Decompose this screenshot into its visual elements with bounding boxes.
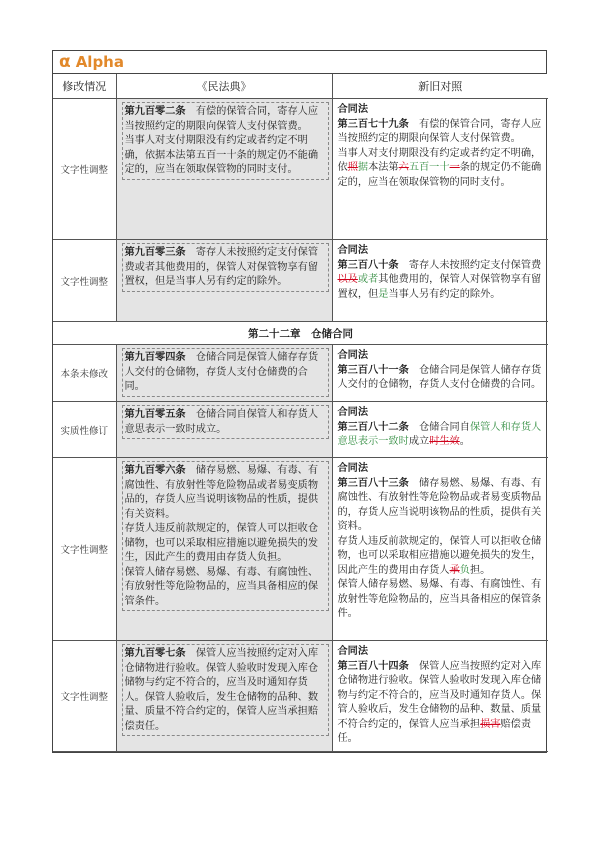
article-box [122, 644, 329, 736]
deleted-text: 承 [449, 564, 460, 576]
article-number: 第三百七十九条 [337, 117, 409, 130]
article-text: 有偿的保管合同，寄存人应当按照约定的期限向保管人支付保管费。 [337, 118, 542, 144]
article-text: 担。 [469, 564, 491, 576]
article-number: 第三百八十一条 [337, 363, 409, 376]
article-number: 第三百八十四条 [337, 659, 409, 672]
table-row [53, 402, 548, 458]
article-number: 第九百零三条 [124, 246, 186, 258]
modification-status: 文字性调整 [53, 99, 116, 240]
article-text: 存货人违反前款规定的，保管人可以拒收仓储物，也可以采取相应措施以避免损失的发生，因此产生的费用由存货人 [337, 535, 542, 576]
table-row [53, 240, 548, 322]
alpha-logo-icon: α [59, 51, 71, 72]
law-name: 合同法 [337, 406, 369, 418]
civil-code-cell [116, 240, 332, 322]
law-name: 合同法 [337, 462, 369, 474]
article-text: 保管人应当按照约定对入库仓储物进行验收。保管人验收时发现入库仓储物与约定不符合的，应当及时通知存货人。保管人验收后，发生仓储物的品种、数量、质量不符合约定的，保管人应当承担 [337, 660, 542, 730]
header-civil-code: 《民法典》 [116, 74, 332, 99]
article-number: 第九百零五条 [124, 408, 186, 420]
article-text: 仓储合同是保管人储存存货人交付的仓储物，存货人支付仓储费的合同。 [124, 352, 319, 392]
article-text: 本法第 [368, 162, 399, 173]
article-box [122, 405, 329, 439]
article-number: 第九百零七条 [124, 647, 186, 659]
added-text: 据 [357, 162, 369, 173]
chapter-row [53, 322, 548, 345]
article-text: 赔偿责任。 [337, 718, 532, 744]
article-box [122, 348, 329, 397]
contract-law-cell [332, 458, 548, 641]
brand-bar [53, 51, 546, 74]
comparison-document [52, 50, 547, 753]
article-box [122, 102, 329, 180]
modification-status: 实质性修订 [53, 402, 116, 458]
header-comparison: 新旧对照 [332, 74, 548, 99]
table-header-row [53, 74, 548, 99]
law-name: 合同法 [337, 349, 369, 361]
law-name: 合同法 [337, 645, 369, 657]
table-row [53, 345, 548, 402]
article-text: 其他费用的，保管人对保管物享有留置权，但 [337, 274, 542, 300]
table-row [53, 458, 548, 641]
article-number: 第九百零六条 [124, 464, 186, 476]
deleted-text: 一 [449, 162, 460, 173]
civil-code-cell [116, 99, 332, 240]
deleted-text: 以及 [337, 274, 358, 285]
header-modification: 修改情况 [53, 74, 116, 99]
chapter-title: 第二十二章 仓储合同 [53, 322, 548, 345]
article-text: 仓储合同自 [419, 421, 470, 433]
deleted-text: 时生效 [429, 436, 460, 447]
civil-code-cell [116, 345, 332, 402]
article-text: 当事人对支付期限没有约定或者约定不明确，依 [337, 147, 542, 173]
article-text: 当事人另有约定的除外。 [388, 288, 501, 300]
modification-status: 文字性调整 [53, 641, 116, 752]
article-text: 储存易燃、易爆、有毒、有腐蚀性、有放射性等危险物品或者易变质物品的，存货人应当说明该物品的性质，提供有关资料。 [124, 465, 319, 520]
deleted-text: 照 [347, 162, 358, 173]
law-name: 合同法 [337, 103, 369, 115]
modification-status: 文字性调整 [53, 240, 116, 322]
article-text: 。 [459, 436, 470, 447]
article-box [122, 461, 329, 611]
modification-status: 本条未修改 [53, 345, 116, 402]
added-text: 保管人和存货人意思表示一致时 [337, 421, 542, 447]
added-text: 负 [459, 564, 470, 576]
table-row [53, 99, 548, 240]
article-text: 当事人对支付期限没有约定或者约定不明确，依据本法第五百一十条的规定仍不能确定的，应当在领取保管物的同时支付。 [124, 135, 319, 175]
article-number: 第九百零四条 [124, 351, 186, 363]
article-number: 第三百八十二条 [337, 420, 409, 433]
article-number: 第三百八十三条 [337, 476, 409, 489]
contract-law-cell [332, 641, 548, 752]
added-text: 或者 [357, 274, 379, 285]
deleted-text: 损害 [480, 718, 501, 730]
article-text: 储存易燃、易爆、有毒、有腐蚀性、有放射性等危险物品或者易变质物品的，存货人应当说明该物品的性质，提供有关资料。 [337, 477, 542, 532]
law-name: 合同法 [337, 244, 369, 256]
article-text: 保管人应当按照约定对入库仓储物进行验收。保管人验收时发现入库仓储物与约定不符合的，应当及时通知存货人。保管人验收后，发生仓储物的品种、数量、质量不符合约定的，保管人应当承担赔偿责任。 [124, 648, 319, 732]
modification-status: 文字性调整 [53, 458, 116, 641]
article-text: 成立 [408, 436, 430, 447]
article-number: 第三百八十条 [337, 258, 399, 271]
added-text: 五百一十 [408, 162, 450, 173]
civil-code-cell [116, 402, 332, 458]
contract-law-cell [332, 402, 548, 458]
article-text: 寄存人未按照约定支付保管费 [408, 259, 542, 271]
article-text: 条的规定仍不能确定的，应当在领取保管物的同时支付。 [337, 162, 542, 188]
article-number: 第九百零二条 [124, 105, 186, 117]
civil-code-cell [116, 641, 332, 752]
article-text: 仓储合同自保管人和存货人意思表示一致时成立。 [124, 409, 319, 435]
deleted-text: 六 [398, 162, 409, 173]
civil-code-cell [116, 458, 332, 641]
article-text: 存货人违反前款规定的，保管人可以拒收仓储物，也可以采取相应措施以避免损失的发生，因此产生的费用由存货人负担。 [124, 523, 319, 563]
contract-law-cell [332, 99, 548, 240]
article-text: 仓储合同是保管人储存存货人交付的仓储物，存货人支付仓储费的合同。 [337, 364, 542, 390]
article-text: 寄存人未按照约定支付保管费或者其他费用的，保管人对保管物享有留置权，但是当事人另有约定的除外。 [124, 247, 319, 287]
article-box [122, 243, 329, 292]
article-text: 保管人储存易燃、易爆、有毒、有腐蚀性、有放射性等危险物品的，应当具备相应的保管条件。 [124, 566, 319, 607]
brand-name: Alpha [75, 53, 124, 71]
article-text: 保管人储存易燃、易爆、有毒、有腐蚀性、有放射性等危险物品的，应当具备相应的保管条件。 [337, 579, 542, 619]
contract-law-cell [332, 345, 548, 402]
table-row [53, 641, 548, 752]
added-text: 是 [378, 288, 389, 300]
article-text: 有偿的保管合同，寄存人应当按照约定的期限向保管人支付保管费。 [124, 106, 319, 132]
contract-law-cell [332, 240, 548, 322]
comparison-table [53, 74, 548, 752]
